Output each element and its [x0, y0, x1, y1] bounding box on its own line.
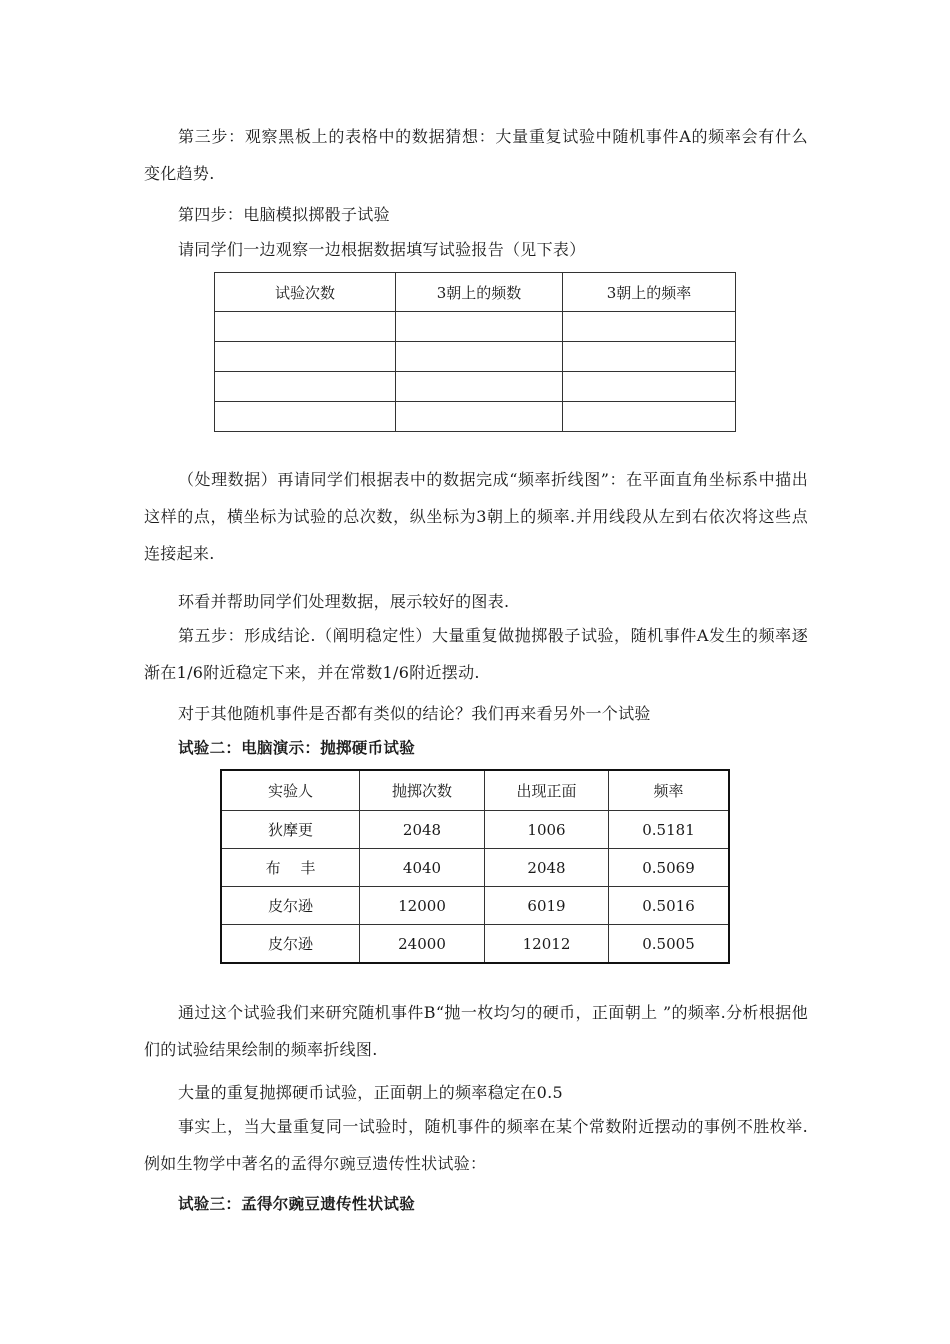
teacher-help-paragraph: 环看并帮助同学们处理数据，展示较好的图表. [178, 592, 510, 611]
experiment-two-heading: 试验二：电脑演示：抛掷硬币试验 [178, 739, 416, 757]
table-cell: 狄摩更 [221, 811, 360, 849]
table-header-cell: 出现正面 [485, 770, 609, 811]
fact-paragraph: 事实上，当大量重复同一试验时，随机事件的频率在某个常数附近摆动的事例不胜枚举.例如生物学中著名的孟得尔豌豆遗传性状试验： [144, 1117, 808, 1173]
table-row [215, 402, 736, 432]
fill-report-instruction: 请同学们一边观察一边根据数据填写试验报告（见下表） [178, 240, 586, 259]
coin-conclusion-paragraph: 大量的重复抛掷硬币试验，正面朝上的频率稳定在0.5 [178, 1083, 563, 1102]
table-cell [563, 342, 736, 372]
table-cell: 6019 [485, 887, 609, 925]
table-cell [215, 312, 396, 342]
table-cell: 布 丰 [221, 849, 360, 887]
table-cell: 皮尔逊 [221, 887, 360, 925]
experiment-two-analysis-paragraph: 通过这个试验我们来研究随机事件B“抛一枚均匀的硬币，正面朝上 ”的频率.分析根据他们的试验结果绘制的频率折线图. [144, 1003, 808, 1059]
table-cell [396, 312, 563, 342]
table-cell: 2048 [360, 811, 485, 849]
table-cell [563, 372, 736, 402]
table-header-cell: 实验人 [221, 770, 360, 811]
table-cell [215, 342, 396, 372]
table-row [215, 312, 736, 342]
table-header-row [215, 273, 736, 312]
table-row [215, 342, 736, 372]
table-header-cell: 3朝上的频数 [396, 273, 563, 312]
table-cell: 0.5181 [609, 811, 730, 849]
process-data-paragraph: （处理数据）再请同学们根据表中的数据完成“频率折线图”：在平面直角坐标系中描出这样的点，横坐标为试验的总次数，纵坐标为3朝上的频率.并用线段从左到右依次将这些点连接起来. [144, 470, 808, 563]
table-cell: 12012 [485, 925, 609, 964]
transition-paragraph: 对于其他随机事件是否都有类似的结论？我们再来看另外一个试验 [178, 704, 651, 723]
table-cell [396, 372, 563, 402]
table-cell: 2048 [485, 849, 609, 887]
table-cell: 4040 [360, 849, 485, 887]
table-header-cell: 抛掷次数 [360, 770, 485, 811]
table-row [221, 811, 729, 849]
table-cell: 0.5069 [609, 849, 730, 887]
table-cell: 皮尔逊 [221, 925, 360, 964]
coin-toss-table [220, 769, 730, 964]
table-row [221, 925, 729, 964]
table-header-cell: 3朝上的频率 [563, 273, 736, 312]
table-cell [563, 312, 736, 342]
table-row [215, 372, 736, 402]
table-row [221, 887, 729, 925]
table-cell [396, 402, 563, 432]
table-cell: 24000 [360, 925, 485, 964]
table-row [221, 849, 729, 887]
table-cell [396, 342, 563, 372]
table-cell: 12000 [360, 887, 485, 925]
step-four-paragraph: 第四步：电脑模拟掷骰子试验 [178, 205, 390, 224]
step-three-paragraph: 第三步：观察黑板上的表格中的数据猜想：大量重复试验中随机事件A的频率会有什么变化趋势. [144, 127, 808, 183]
table-cell: 0.5016 [609, 887, 730, 925]
table-cell [215, 372, 396, 402]
table-cell [563, 402, 736, 432]
table-cell: 1006 [485, 811, 609, 849]
table-cell: 0.5005 [609, 925, 730, 964]
step-five-paragraph: 第五步：形成结论.（阐明稳定性）大量重复做抛掷骰子试验，随机事件A发生的频率逐渐在1/6附近稳定下来，并在常数1/6附近摆动. [144, 626, 808, 682]
experiment-three-heading: 试验三：孟得尔豌豆遗传性状试验 [178, 1195, 416, 1213]
table-cell [215, 402, 396, 432]
table-header-row [221, 770, 729, 811]
dice-report-table [214, 272, 736, 432]
table-header-cell: 频率 [609, 770, 730, 811]
table-header-cell: 试验次数 [215, 273, 396, 312]
